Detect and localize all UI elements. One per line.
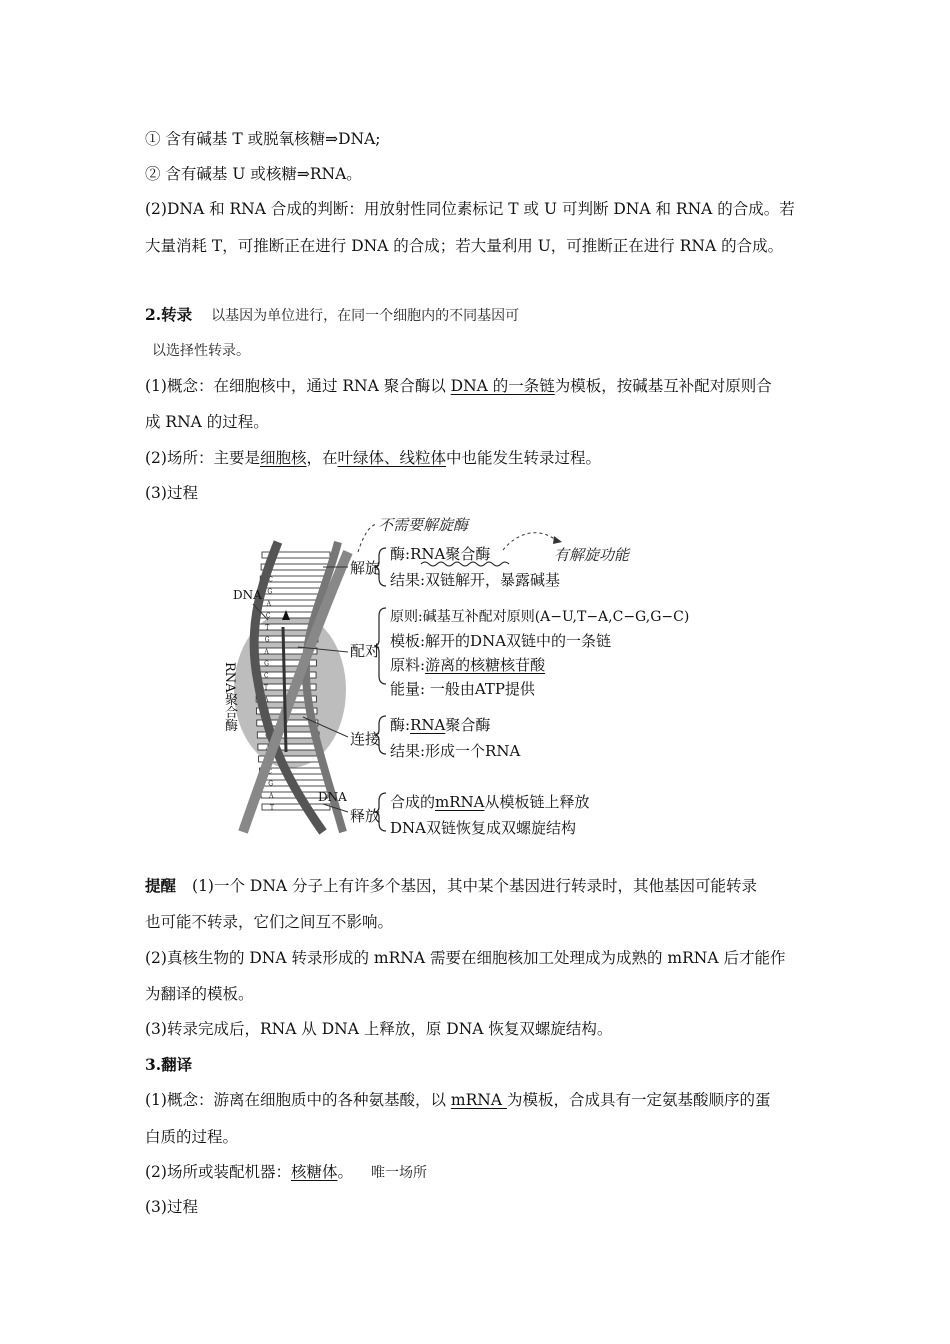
step-line: 结果:形成一个RNA	[390, 742, 521, 760]
handwritten-note: 有解旋功能	[554, 546, 630, 564]
text-line: (3)过程	[145, 1198, 198, 1216]
base-letter: A	[264, 648, 269, 656]
base-letter: T	[269, 564, 274, 572]
dna-label: DNA	[318, 790, 347, 804]
base-letter: T	[264, 684, 269, 692]
place-line: (2)场所：主要是细胞核，在叶绿体、线粒体中也能发生转录过程。	[145, 449, 602, 467]
step-line: 酶:RNA聚合酶	[390, 716, 491, 734]
arrow-icon	[553, 536, 562, 544]
step-line: 原则:碱基互补配对原则(A−U,T−A,C−G,G−C)	[390, 609, 690, 625]
underlined-term: mRNA	[435, 793, 485, 811]
underlined-term: 核糖体	[290, 1163, 338, 1181]
step-line: 结果:双链解开，暴露碱基	[390, 571, 561, 589]
tip-line: 提醒 (1)一个 DNA 分子上有许多个基因，其中某个基因进行转录时，其他基因可能转录	[145, 876, 758, 895]
section-2-heading	[145, 305, 519, 326]
tip-label: 提醒	[145, 876, 177, 895]
handwritten-note: 唯一场所	[371, 1165, 427, 1181]
base-letter: G	[264, 708, 270, 716]
underlined-term: DNA 的一条链	[450, 377, 555, 395]
base-letter: A	[264, 696, 269, 704]
step-title-unwind: 解旋	[350, 559, 381, 577]
text-line: (3)过程	[145, 484, 198, 502]
concept-line: (1)概念：游离在细胞质中的各种氨基酸，以 mRNA 为模板，合成具有一定氨基酸顺序的蛋	[145, 1091, 771, 1109]
text-line: ② 含有碱基 U 或核糖⇒RNA。	[145, 165, 362, 183]
base-letter: G	[264, 636, 270, 644]
base-letter: C	[268, 576, 273, 584]
handwritten-note: 以基因为单位进行，在同一个细胞内的不同基因可	[211, 308, 520, 324]
base-letter: G	[264, 660, 269, 668]
text-line: (2)真核生物的 DNA 转录形成的 mRNA 需要在细胞核加工处理成为成熟的 mRNA 后才能作	[145, 949, 786, 967]
text-line: (3)转录完成后，RNA 从 DNA 上释放，原 DNA 恢复双螺旋结构。	[145, 1020, 613, 1038]
step-line: 模板:解开的DNA双链中的一条链	[390, 632, 612, 650]
place-line: (2)场所或装配机器：核糖体。 唯一场所	[145, 1163, 427, 1181]
rna-polymerase-label: RNA聚合酶	[222, 662, 237, 732]
base-letter: T	[270, 804, 275, 812]
step-line: DNA双链恢复成双螺旋结构	[390, 819, 576, 837]
text-line: 为翻译的模板。	[145, 985, 254, 1003]
text-line: 白质的过程。	[145, 1128, 239, 1146]
underlined-term: 细胞核	[259, 449, 307, 467]
hand-arrow	[503, 533, 556, 550]
dna-label: DNA	[233, 588, 262, 602]
text-line: 大量消耗 T，可推断正在进行 DNA 的合成；若大量利用 U，可推断正在进行 RNA 的合成。	[145, 237, 784, 255]
base-letter: A	[269, 792, 274, 800]
underlined-term: mRNA	[450, 1091, 507, 1109]
base-letter: C	[265, 612, 271, 620]
base-letter: G	[268, 780, 274, 788]
handwritten-note: 以选择性转录。	[152, 343, 250, 359]
text-line: (2)DNA 和 RNA 合成的判断：用放射性同位素标记 T 或 U 可判断 DNA 和 RNA 的合成。若	[145, 200, 795, 218]
base-letter: C	[264, 672, 269, 680]
base-letter: A	[265, 744, 271, 752]
base-letter: C	[267, 768, 272, 776]
base-letter: G	[267, 588, 273, 596]
step-line: 能量: 一般由ATP提供	[390, 680, 535, 698]
section-title: 2.转录	[145, 305, 193, 324]
transcription-diagram	[218, 512, 738, 857]
step-title-pair: 配对	[350, 642, 381, 660]
text-line: 也可能不转录，它们之间互不影响。	[145, 913, 394, 931]
concept-line: (1)概念：在细胞核中，通过 RNA 聚合酶以 DNA 的一条链为模板，按碱基互补配对原则合	[145, 377, 772, 395]
base-letter: T	[265, 624, 270, 632]
underlined-term: RNA	[410, 716, 446, 734]
text-line: ① 含有碱基 T 或脱氧核糖⇒DNA;	[145, 130, 381, 148]
step-line: 合成的mRNA从模板链上释放	[390, 793, 590, 811]
base-letter: T	[266, 756, 271, 764]
underlined-term: 游离的核糖核苷酸	[425, 656, 546, 674]
step-title-release: 释放	[350, 807, 381, 825]
base-letter: A	[266, 600, 271, 608]
base-letter: C	[264, 720, 270, 728]
text-line: 成 RNA 的过程。	[145, 413, 269, 431]
step-title-link: 连接	[350, 730, 381, 748]
wavy-term: RNA聚合酶	[410, 545, 491, 563]
step-line: 原料:游离的核糖核苷酸	[390, 656, 546, 674]
base-letter: G	[265, 732, 271, 740]
step-line: 酶:RNA聚合酶	[390, 545, 491, 563]
underlined-term: 叶绿体、线粒体	[337, 449, 447, 467]
section-3-heading: 3.翻译	[145, 1055, 193, 1074]
handwritten-note: 不需要解旋酶	[378, 516, 469, 534]
hand-arrow	[358, 524, 376, 552]
base-letter: A	[270, 552, 275, 560]
